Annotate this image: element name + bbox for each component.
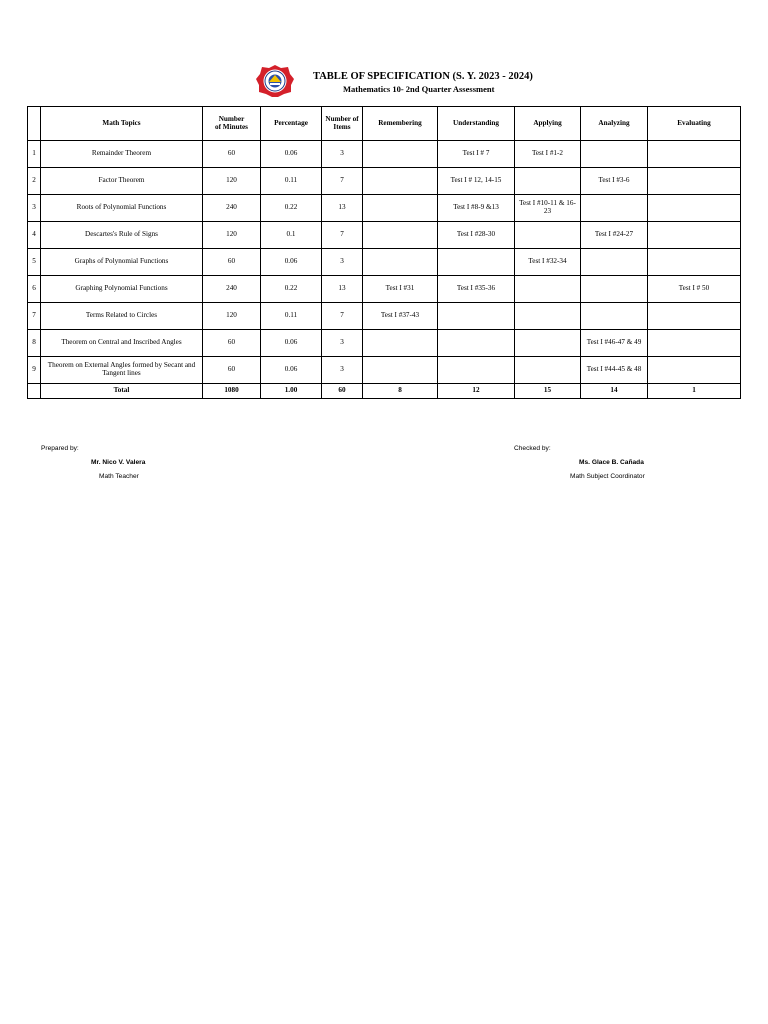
column-header-number-of-minutes: Number of Minutes <box>203 107 261 141</box>
specification-table <box>27 106 741 399</box>
table-row <box>28 168 741 195</box>
percentage-cell: 0.06 <box>261 249 322 276</box>
applying-cell: Test I #1-2 <box>515 141 581 168</box>
remembering-cell: Test I #37-43 <box>363 303 438 330</box>
topic-cell: Factor Theorem <box>41 168 203 195</box>
understanding-cell <box>438 357 515 384</box>
total-analyzing: 14 <box>581 384 648 399</box>
analyzing-cell: Test I #3-6 <box>581 168 648 195</box>
topic-cell: Theorem on Central and Inscribed Angles <box>41 330 203 357</box>
minutes-cell: 240 <box>203 195 261 222</box>
analyzing-cell <box>581 141 648 168</box>
total-understanding: 12 <box>438 384 515 399</box>
table-row <box>28 222 741 249</box>
applying-cell <box>515 330 581 357</box>
table-total-row <box>28 384 741 399</box>
total-label: Total <box>41 384 203 399</box>
analyzing-cell <box>581 249 648 276</box>
items-cell: 13 <box>322 195 363 222</box>
understanding-cell <box>438 249 515 276</box>
applying-cell <box>515 168 581 195</box>
table-row <box>28 195 741 222</box>
topic-cell: Theorem on External Angles formed by Secant and Tangent lines <box>41 357 203 384</box>
remembering-cell <box>363 330 438 357</box>
total-evaluating: 1 <box>648 384 741 399</box>
table-row <box>28 276 741 303</box>
row-number: 7 <box>28 303 41 330</box>
items-cell: 7 <box>322 168 363 195</box>
column-header-percentage: Percentage <box>261 107 322 141</box>
topic-cell: Remainder Theorem <box>41 141 203 168</box>
topic-cell: Roots of Polynomial Functions <box>41 195 203 222</box>
checked-by-name: Ms. Glace B. Cañada <box>579 459 644 466</box>
row-number: 3 <box>28 195 41 222</box>
understanding-cell <box>438 330 515 357</box>
evaluating-cell <box>648 195 741 222</box>
remembering-cell <box>363 141 438 168</box>
table-row <box>28 330 741 357</box>
page-title: TABLE OF SPECIFICATION (S. Y. 2023 - 2024) <box>313 71 533 82</box>
column-header-remembering: Remembering <box>363 107 438 141</box>
items-cell: 3 <box>322 249 363 276</box>
checked-by-title: Math Subject Coordinator <box>570 473 645 480</box>
column-header-math-topics: Math Topics <box>41 107 203 141</box>
analyzing-cell <box>581 276 648 303</box>
row-number: 1 <box>28 141 41 168</box>
remembering-cell: Test I #31 <box>363 276 438 303</box>
remembering-cell <box>363 249 438 276</box>
percentage-cell: 0.1 <box>261 222 322 249</box>
total-minutes: 1080 <box>203 384 261 399</box>
analyzing-cell <box>581 303 648 330</box>
topic-cell: Graphing Polynomial Functions <box>41 276 203 303</box>
percentage-cell: 0.06 <box>261 141 322 168</box>
applying-cell <box>515 357 581 384</box>
row-number: 2 <box>28 168 41 195</box>
row-number: 5 <box>28 249 41 276</box>
total-spacer-cell <box>28 384 41 399</box>
topic-cell: Graphs of Polynomial Functions <box>41 249 203 276</box>
prepared-by-label: Prepared by: <box>41 445 79 452</box>
prepared-by-title: Math Teacher <box>99 473 139 480</box>
minutes-cell: 60 <box>203 330 261 357</box>
row-number: 4 <box>28 222 41 249</box>
evaluating-cell <box>648 222 741 249</box>
understanding-cell: Test I #35-36 <box>438 276 515 303</box>
table-row <box>28 303 741 330</box>
checked-by-label: Checked by: <box>514 445 551 452</box>
column-header-understanding: Understanding <box>438 107 515 141</box>
evaluating-cell <box>648 249 741 276</box>
table-header-row <box>28 107 741 141</box>
total-items: 60 <box>322 384 363 399</box>
remembering-cell <box>363 168 438 195</box>
applying-cell: Test I #10-11 & 16-23 <box>515 195 581 222</box>
column-header-number <box>28 107 41 141</box>
topic-cell: Terms Related to Circles <box>41 303 203 330</box>
prepared-by-name: Mr. Nico V. Valera <box>91 459 146 466</box>
topic-cell: Descartes's Rule of Signs <box>41 222 203 249</box>
total-remembering: 8 <box>363 384 438 399</box>
percentage-cell: 0.22 <box>261 195 322 222</box>
column-header-applying: Applying <box>515 107 581 141</box>
remembering-cell <box>363 357 438 384</box>
items-cell: 13 <box>322 276 363 303</box>
column-header-evaluating: Evaluating <box>648 107 741 141</box>
minutes-cell: 120 <box>203 222 261 249</box>
evaluating-cell <box>648 357 741 384</box>
evaluating-cell <box>648 141 741 168</box>
evaluating-cell <box>648 168 741 195</box>
table-row <box>28 141 741 168</box>
understanding-cell: Test I # 7 <box>438 141 515 168</box>
minutes-cell: 120 <box>203 303 261 330</box>
applying-cell <box>515 276 581 303</box>
minutes-cell: 60 <box>203 141 261 168</box>
percentage-cell: 0.11 <box>261 303 322 330</box>
understanding-cell <box>438 303 515 330</box>
analyzing-cell: Test I #24-27 <box>581 222 648 249</box>
understanding-cell: Test I # 12, 14-15 <box>438 168 515 195</box>
column-header-number-of-items: Number of Items <box>322 107 363 141</box>
column-header-analyzing: Analyzing <box>581 107 648 141</box>
total-applying: 15 <box>515 384 581 399</box>
remembering-cell <box>363 195 438 222</box>
remembering-cell <box>363 222 438 249</box>
items-cell: 3 <box>322 330 363 357</box>
percentage-cell: 0.22 <box>261 276 322 303</box>
document-header <box>0 62 768 102</box>
percentage-cell: 0.11 <box>261 168 322 195</box>
total-percentage: 1.00 <box>261 384 322 399</box>
percentage-cell: 0.06 <box>261 357 322 384</box>
applying-cell <box>515 222 581 249</box>
table-row <box>28 357 741 384</box>
evaluating-cell <box>648 303 741 330</box>
row-number: 9 <box>28 357 41 384</box>
minutes-cell: 60 <box>203 357 261 384</box>
items-cell: 7 <box>322 222 363 249</box>
understanding-cell: Test I #8-9 &13 <box>438 195 515 222</box>
evaluating-cell <box>648 330 741 357</box>
items-cell: 3 <box>322 141 363 168</box>
items-cell: 3 <box>322 357 363 384</box>
school-seal-logo <box>255 64 295 98</box>
analyzing-cell <box>581 195 648 222</box>
row-number: 8 <box>28 330 41 357</box>
applying-cell: Test I #32-34 <box>515 249 581 276</box>
row-number: 6 <box>28 276 41 303</box>
evaluating-cell: Test I # 50 <box>648 276 741 303</box>
analyzing-cell: Test I #46-47 & 49 <box>581 330 648 357</box>
items-cell: 7 <box>322 303 363 330</box>
applying-cell <box>515 303 581 330</box>
page-subtitle: Mathematics 10- 2nd Quarter Assessment <box>343 84 495 94</box>
minutes-cell: 60 <box>203 249 261 276</box>
table-row <box>28 249 741 276</box>
minutes-cell: 240 <box>203 276 261 303</box>
analyzing-cell: Test I #44-45 & 48 <box>581 357 648 384</box>
understanding-cell: Test I #28-30 <box>438 222 515 249</box>
percentage-cell: 0.06 <box>261 330 322 357</box>
minutes-cell: 120 <box>203 168 261 195</box>
